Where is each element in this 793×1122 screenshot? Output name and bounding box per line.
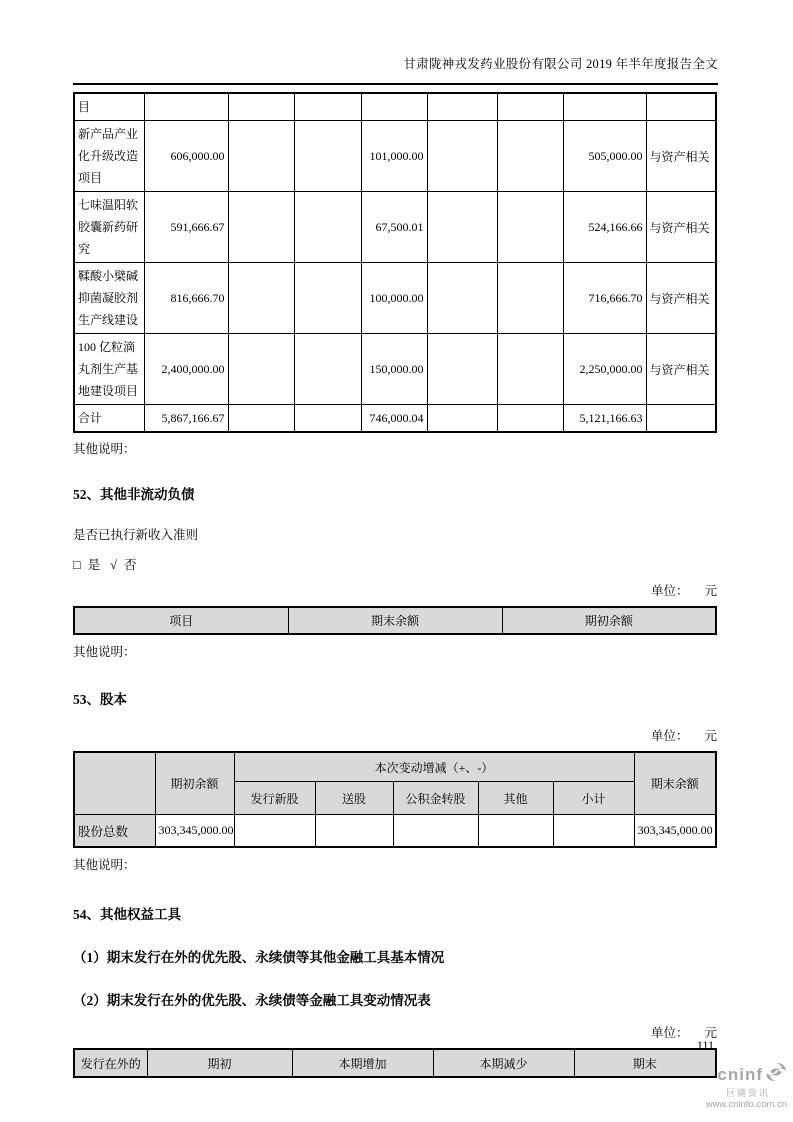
table-row bbox=[74, 263, 716, 334]
column-header: 期末余额 bbox=[634, 752, 716, 815]
table-row bbox=[74, 192, 716, 263]
cell: 150,000.00 bbox=[361, 334, 427, 405]
unit-label: 单位： bbox=[650, 1026, 689, 1040]
cell bbox=[427, 334, 497, 405]
cell: 合计 bbox=[74, 405, 144, 433]
unit-value: 元 bbox=[704, 584, 717, 598]
cell: 与资产相关 bbox=[646, 121, 716, 192]
checkbox-unchecked-icon: □ bbox=[73, 558, 81, 572]
cell bbox=[144, 93, 228, 121]
cell: 目 bbox=[74, 93, 144, 121]
cell bbox=[478, 815, 553, 848]
cninfo-brand-text: cninf bbox=[717, 1064, 763, 1084]
column-header: 发行新股 bbox=[234, 782, 315, 815]
column-header: 公积金转股 bbox=[393, 782, 478, 815]
column-header: 送股 bbox=[315, 782, 393, 815]
new-revenue-standard-question: 是否已执行新收入准则 bbox=[73, 528, 199, 542]
table-header-row bbox=[74, 752, 716, 782]
unit-value: 元 bbox=[704, 729, 717, 743]
table-row bbox=[74, 815, 716, 848]
answer-yes-label: 是 bbox=[87, 558, 101, 572]
deferred-income-table bbox=[73, 92, 717, 433]
cell bbox=[427, 121, 497, 192]
section-53-heading: 53、股本 bbox=[73, 692, 127, 707]
cell bbox=[393, 815, 478, 848]
column-header: 小计 bbox=[553, 782, 634, 815]
check-icon: √ bbox=[110, 558, 117, 572]
cell bbox=[294, 192, 361, 263]
cell: 鞣酸小檗碱抑菌凝胶剂生产线建设 bbox=[74, 263, 144, 334]
section-54-sub2: （2）期末发行在外的优先股、永续债等金融工具变动情况表 bbox=[73, 993, 431, 1008]
cell: 716,666.70 bbox=[563, 263, 646, 334]
cell bbox=[361, 93, 427, 121]
cell: 七味温阳软胶囊新药研究 bbox=[74, 192, 144, 263]
cell: 100 亿粒滴丸剂生产基地建设项目 bbox=[74, 334, 144, 405]
cell bbox=[427, 263, 497, 334]
cell: 100,000.00 bbox=[361, 263, 427, 334]
cell: 2,400,000.00 bbox=[144, 334, 228, 405]
financial-instruments-change-table bbox=[73, 1048, 717, 1078]
cell: 606,000.00 bbox=[144, 121, 228, 192]
cninfo-url: www.cninfo.com.cn bbox=[705, 1098, 787, 1110]
column-header: 本期减少 bbox=[433, 1049, 574, 1077]
table-row bbox=[74, 334, 716, 405]
cell bbox=[646, 93, 716, 121]
cell bbox=[294, 93, 361, 121]
section-52-heading: 52、其他非流动负债 bbox=[73, 487, 195, 502]
answer-no-label: 否 bbox=[123, 558, 137, 572]
other-noncurrent-liabilities-table bbox=[73, 606, 717, 635]
cell bbox=[294, 121, 361, 192]
other-note: 其他说明： bbox=[73, 645, 136, 659]
column-header: 期末余额 bbox=[288, 607, 502, 634]
cell: 816,666.70 bbox=[144, 263, 228, 334]
cell: 与资产相关 bbox=[646, 263, 716, 334]
cell: 67,500.01 bbox=[361, 192, 427, 263]
column-header: 其他 bbox=[478, 782, 553, 815]
answer-line bbox=[73, 555, 717, 573]
cninfo-swirl-icon bbox=[765, 1062, 787, 1087]
share-capital-table bbox=[73, 751, 717, 848]
cell bbox=[234, 815, 315, 848]
cell bbox=[228, 93, 294, 121]
section-54-heading: 54、其他权益工具 bbox=[73, 907, 181, 922]
cell bbox=[228, 121, 294, 192]
column-header: 期初 bbox=[147, 1049, 292, 1077]
cell bbox=[427, 405, 497, 433]
cell bbox=[315, 815, 393, 848]
unit-label: 单位： bbox=[650, 584, 689, 598]
cell: 505,000.00 bbox=[563, 121, 646, 192]
cell: 与资产相关 bbox=[646, 334, 716, 405]
page-content bbox=[73, 92, 717, 1078]
unit-line bbox=[73, 581, 717, 599]
column-header: 项目 bbox=[74, 607, 288, 634]
cell: 746,000.04 bbox=[361, 405, 427, 433]
unit-line bbox=[73, 726, 717, 744]
column-header: 期初余额 bbox=[502, 607, 716, 634]
cell: 5,121,166.63 bbox=[563, 405, 646, 433]
column-header: 发行在外的 bbox=[74, 1049, 147, 1077]
row-header: 股份总数 bbox=[74, 815, 155, 848]
section-54-sub1: （1）期末发行在外的优先股、永续债等其他金融工具基本情况 bbox=[73, 950, 445, 965]
cell: 与资产相关 bbox=[646, 192, 716, 263]
page-header bbox=[73, 0, 718, 85]
cninfo-logo-row bbox=[706, 1062, 787, 1087]
cell: 5,867,166.67 bbox=[144, 405, 228, 433]
report-title: 甘肃陇神戎发药业股份有限公司 2019 年半年度报告全文 bbox=[403, 57, 718, 71]
cell bbox=[228, 334, 294, 405]
cell bbox=[294, 334, 361, 405]
cell bbox=[497, 93, 563, 121]
cell bbox=[497, 192, 563, 263]
cell: 新产品产业化升级改造项目 bbox=[74, 121, 144, 192]
cell bbox=[497, 263, 563, 334]
cell bbox=[294, 263, 361, 334]
cell: 303,345,000.00 bbox=[155, 815, 234, 848]
cell: 524,166.66 bbox=[563, 192, 646, 263]
column-header: 期初余额 bbox=[155, 752, 234, 815]
group-header: 本次变动增减（+、-） bbox=[234, 752, 634, 782]
cell bbox=[294, 405, 361, 433]
other-note: 其他说明： bbox=[73, 858, 136, 872]
cell bbox=[553, 815, 634, 848]
corner-cell bbox=[74, 752, 155, 815]
table-row bbox=[74, 121, 716, 192]
page-number: 111 bbox=[696, 1038, 714, 1052]
cell: 303,345,000.00 bbox=[634, 815, 716, 848]
column-header: 期末 bbox=[574, 1049, 716, 1077]
unit-label: 单位： bbox=[650, 729, 689, 743]
cninfo-logo bbox=[706, 1062, 787, 1111]
cell bbox=[646, 405, 716, 433]
cell: 101,000.00 bbox=[361, 121, 427, 192]
table-header-row bbox=[74, 607, 716, 634]
unit-line bbox=[73, 1023, 717, 1041]
cell bbox=[228, 192, 294, 263]
cell bbox=[228, 263, 294, 334]
cell bbox=[427, 192, 497, 263]
unit-value: 元 bbox=[704, 1026, 717, 1040]
table-row bbox=[74, 93, 716, 121]
table-row-total bbox=[74, 405, 716, 433]
cell: 591,666.67 bbox=[144, 192, 228, 263]
cell bbox=[563, 93, 646, 121]
cell bbox=[497, 121, 563, 192]
cell bbox=[497, 405, 563, 433]
cell bbox=[427, 93, 497, 121]
table-header-row bbox=[74, 1049, 716, 1077]
cell bbox=[228, 405, 294, 433]
cell bbox=[497, 334, 563, 405]
cell: 2,250,000.00 bbox=[563, 334, 646, 405]
other-note: 其他说明： bbox=[73, 442, 136, 456]
column-header: 本期增加 bbox=[292, 1049, 433, 1077]
cninfo-chinese-name: 巨潮资讯 bbox=[725, 1088, 770, 1099]
